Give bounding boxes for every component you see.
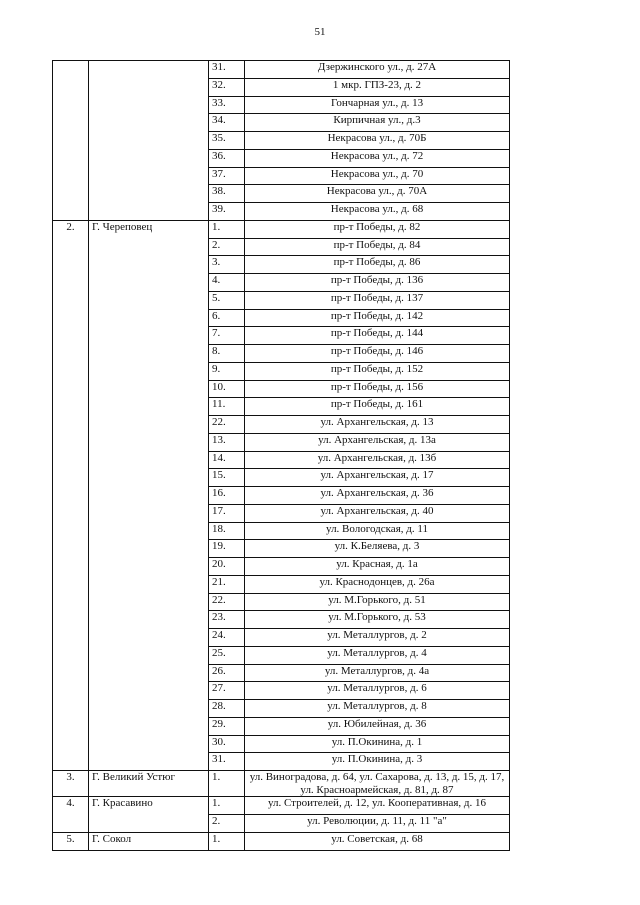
row-number: 1.: [209, 220, 245, 238]
address-cell: ул. Металлургов, д. 4а: [245, 664, 510, 682]
city-name: Г. Великий Устюг: [89, 771, 209, 797]
address-cell: ул. Вологодская, д. 11: [245, 522, 510, 540]
row-number: 11.: [209, 398, 245, 416]
address-cell: ул. Металлургов, д. 8: [245, 700, 510, 718]
address-cell: пр-т Победы, д. 144: [245, 327, 510, 345]
address-cell: пр-т Победы, д. 142: [245, 309, 510, 327]
address-cell: ул. Строителей, д. 12, ул. Кооперативная, д. 16: [245, 797, 510, 815]
row-number: 21.: [209, 575, 245, 593]
address-cell: пр-т Победы, д. 137: [245, 291, 510, 309]
row-number: 3.: [209, 256, 245, 274]
row-number: 19.: [209, 540, 245, 558]
address-cell: ул. Советская, д. 68: [245, 832, 510, 850]
row-number: 32.: [209, 78, 245, 96]
row-number: 38.: [209, 185, 245, 203]
address-cell: пр-т Победы, д. 82: [245, 220, 510, 238]
address-cell: Некрасова ул., д. 70Б: [245, 132, 510, 150]
row-number: 2.: [209, 815, 245, 833]
row-number: 35.: [209, 132, 245, 150]
city-name: Г. Красавино: [89, 797, 209, 833]
row-number: 8.: [209, 345, 245, 363]
row-number: 25.: [209, 646, 245, 664]
table-row: [53, 220, 510, 238]
address-cell: ул. Революции, д. 11, д. 11 "а": [245, 815, 510, 833]
row-number: 1.: [209, 832, 245, 850]
row-number: 29.: [209, 717, 245, 735]
group-number: 2.: [53, 220, 89, 770]
row-number: 1.: [209, 797, 245, 815]
address-cell: пр-т Победы, д. 86: [245, 256, 510, 274]
row-number: 28.: [209, 700, 245, 718]
address-cell: пр-т Победы, д. 152: [245, 362, 510, 380]
row-number: 18.: [209, 522, 245, 540]
city-name: Г. Череповец: [89, 220, 209, 770]
address-cell: ул. Виноградова, д. 64, ул. Сахарова, д. 13, д. 15, д. 17, ул. Красноармейская, д. 81, д. 87: [245, 771, 510, 797]
address-cell: Некрасова ул., д. 68: [245, 203, 510, 221]
row-number: 20.: [209, 558, 245, 576]
row-number: 14.: [209, 451, 245, 469]
address-cell: Некрасова ул., д. 70: [245, 167, 510, 185]
address-cell: ул. Архангельская, д. 17: [245, 469, 510, 487]
address-cell: ул. П.Окинина, д. 3: [245, 753, 510, 771]
address-table: [52, 60, 510, 851]
address-cell: ул. Металлургов, д. 6: [245, 682, 510, 700]
row-number: 34.: [209, 114, 245, 132]
row-number: 16.: [209, 487, 245, 505]
row-number: 17.: [209, 504, 245, 522]
row-number: 27.: [209, 682, 245, 700]
address-cell: ул. Юбилейная, д. 36: [245, 717, 510, 735]
address-cell: Кирпичная ул., д.3: [245, 114, 510, 132]
row-number: 30.: [209, 735, 245, 753]
row-number: 9.: [209, 362, 245, 380]
address-cell: Некрасова ул., д. 70А: [245, 185, 510, 203]
row-number: 7.: [209, 327, 245, 345]
group-number: [53, 61, 89, 221]
address-cell: 1 мкр. ГПЗ-23, д. 2: [245, 78, 510, 96]
row-number: 5.: [209, 291, 245, 309]
row-number: 31.: [209, 753, 245, 771]
row-number: 15.: [209, 469, 245, 487]
row-number: 4.: [209, 274, 245, 292]
address-cell: ул. Металлургов, д. 4: [245, 646, 510, 664]
page-number: 51: [314, 26, 326, 38]
row-number: 31.: [209, 61, 245, 79]
address-cell: пр-т Победы, д. 84: [245, 238, 510, 256]
row-number: 1.: [209, 771, 245, 797]
row-number: 22.: [209, 416, 245, 434]
row-number: 24.: [209, 629, 245, 647]
address-cell: Гончарная ул., д. 13: [245, 96, 510, 114]
city-name: Г. Сокол: [89, 832, 209, 850]
address-cell: ул. Архангельская, д. 36: [245, 487, 510, 505]
group-number: 4.: [53, 797, 89, 833]
address-cell: ул. Архангельская, д. 13а: [245, 433, 510, 451]
address-cell: ул. Архангельская, д. 40: [245, 504, 510, 522]
address-cell: ул. Архангельская, д. 13б: [245, 451, 510, 469]
address-cell: ул. Красная, д. 1а: [245, 558, 510, 576]
address-cell: пр-т Победы, д. 146: [245, 345, 510, 363]
address-cell: Дзержинского ул., д. 27А: [245, 61, 510, 79]
row-number: 26.: [209, 664, 245, 682]
row-number: 10.: [209, 380, 245, 398]
row-number: 39.: [209, 203, 245, 221]
address-cell: пр-т Победы, д. 136: [245, 274, 510, 292]
address-cell: ул. М.Горького, д. 53: [245, 611, 510, 629]
address-table-body: [53, 61, 510, 851]
table-row: [53, 771, 510, 797]
address-cell: ул. П.Окинина, д. 1: [245, 735, 510, 753]
group-number: 3.: [53, 771, 89, 797]
address-cell: пр-т Победы, д. 161: [245, 398, 510, 416]
table-row: [53, 797, 510, 815]
address-cell: ул. М.Горького, д. 51: [245, 593, 510, 611]
table-row: [53, 832, 510, 850]
address-cell: Некрасова ул., д. 72: [245, 149, 510, 167]
row-number: 36.: [209, 149, 245, 167]
row-number: 2.: [209, 238, 245, 256]
row-number: 13.: [209, 433, 245, 451]
table-row: [53, 61, 510, 79]
row-number: 22.: [209, 593, 245, 611]
city-name: [89, 61, 209, 221]
address-cell: ул. Архангельская, д. 13: [245, 416, 510, 434]
address-cell: ул. К.Беляева, д. 3: [245, 540, 510, 558]
group-number: 5.: [53, 832, 89, 850]
row-number: 37.: [209, 167, 245, 185]
row-number: 33.: [209, 96, 245, 114]
address-cell: ул. Краснодонцев, д. 26а: [245, 575, 510, 593]
address-cell: ул. Металлургов, д. 2: [245, 629, 510, 647]
row-number: 6.: [209, 309, 245, 327]
address-cell: пр-т Победы, д. 156: [245, 380, 510, 398]
row-number: 23.: [209, 611, 245, 629]
